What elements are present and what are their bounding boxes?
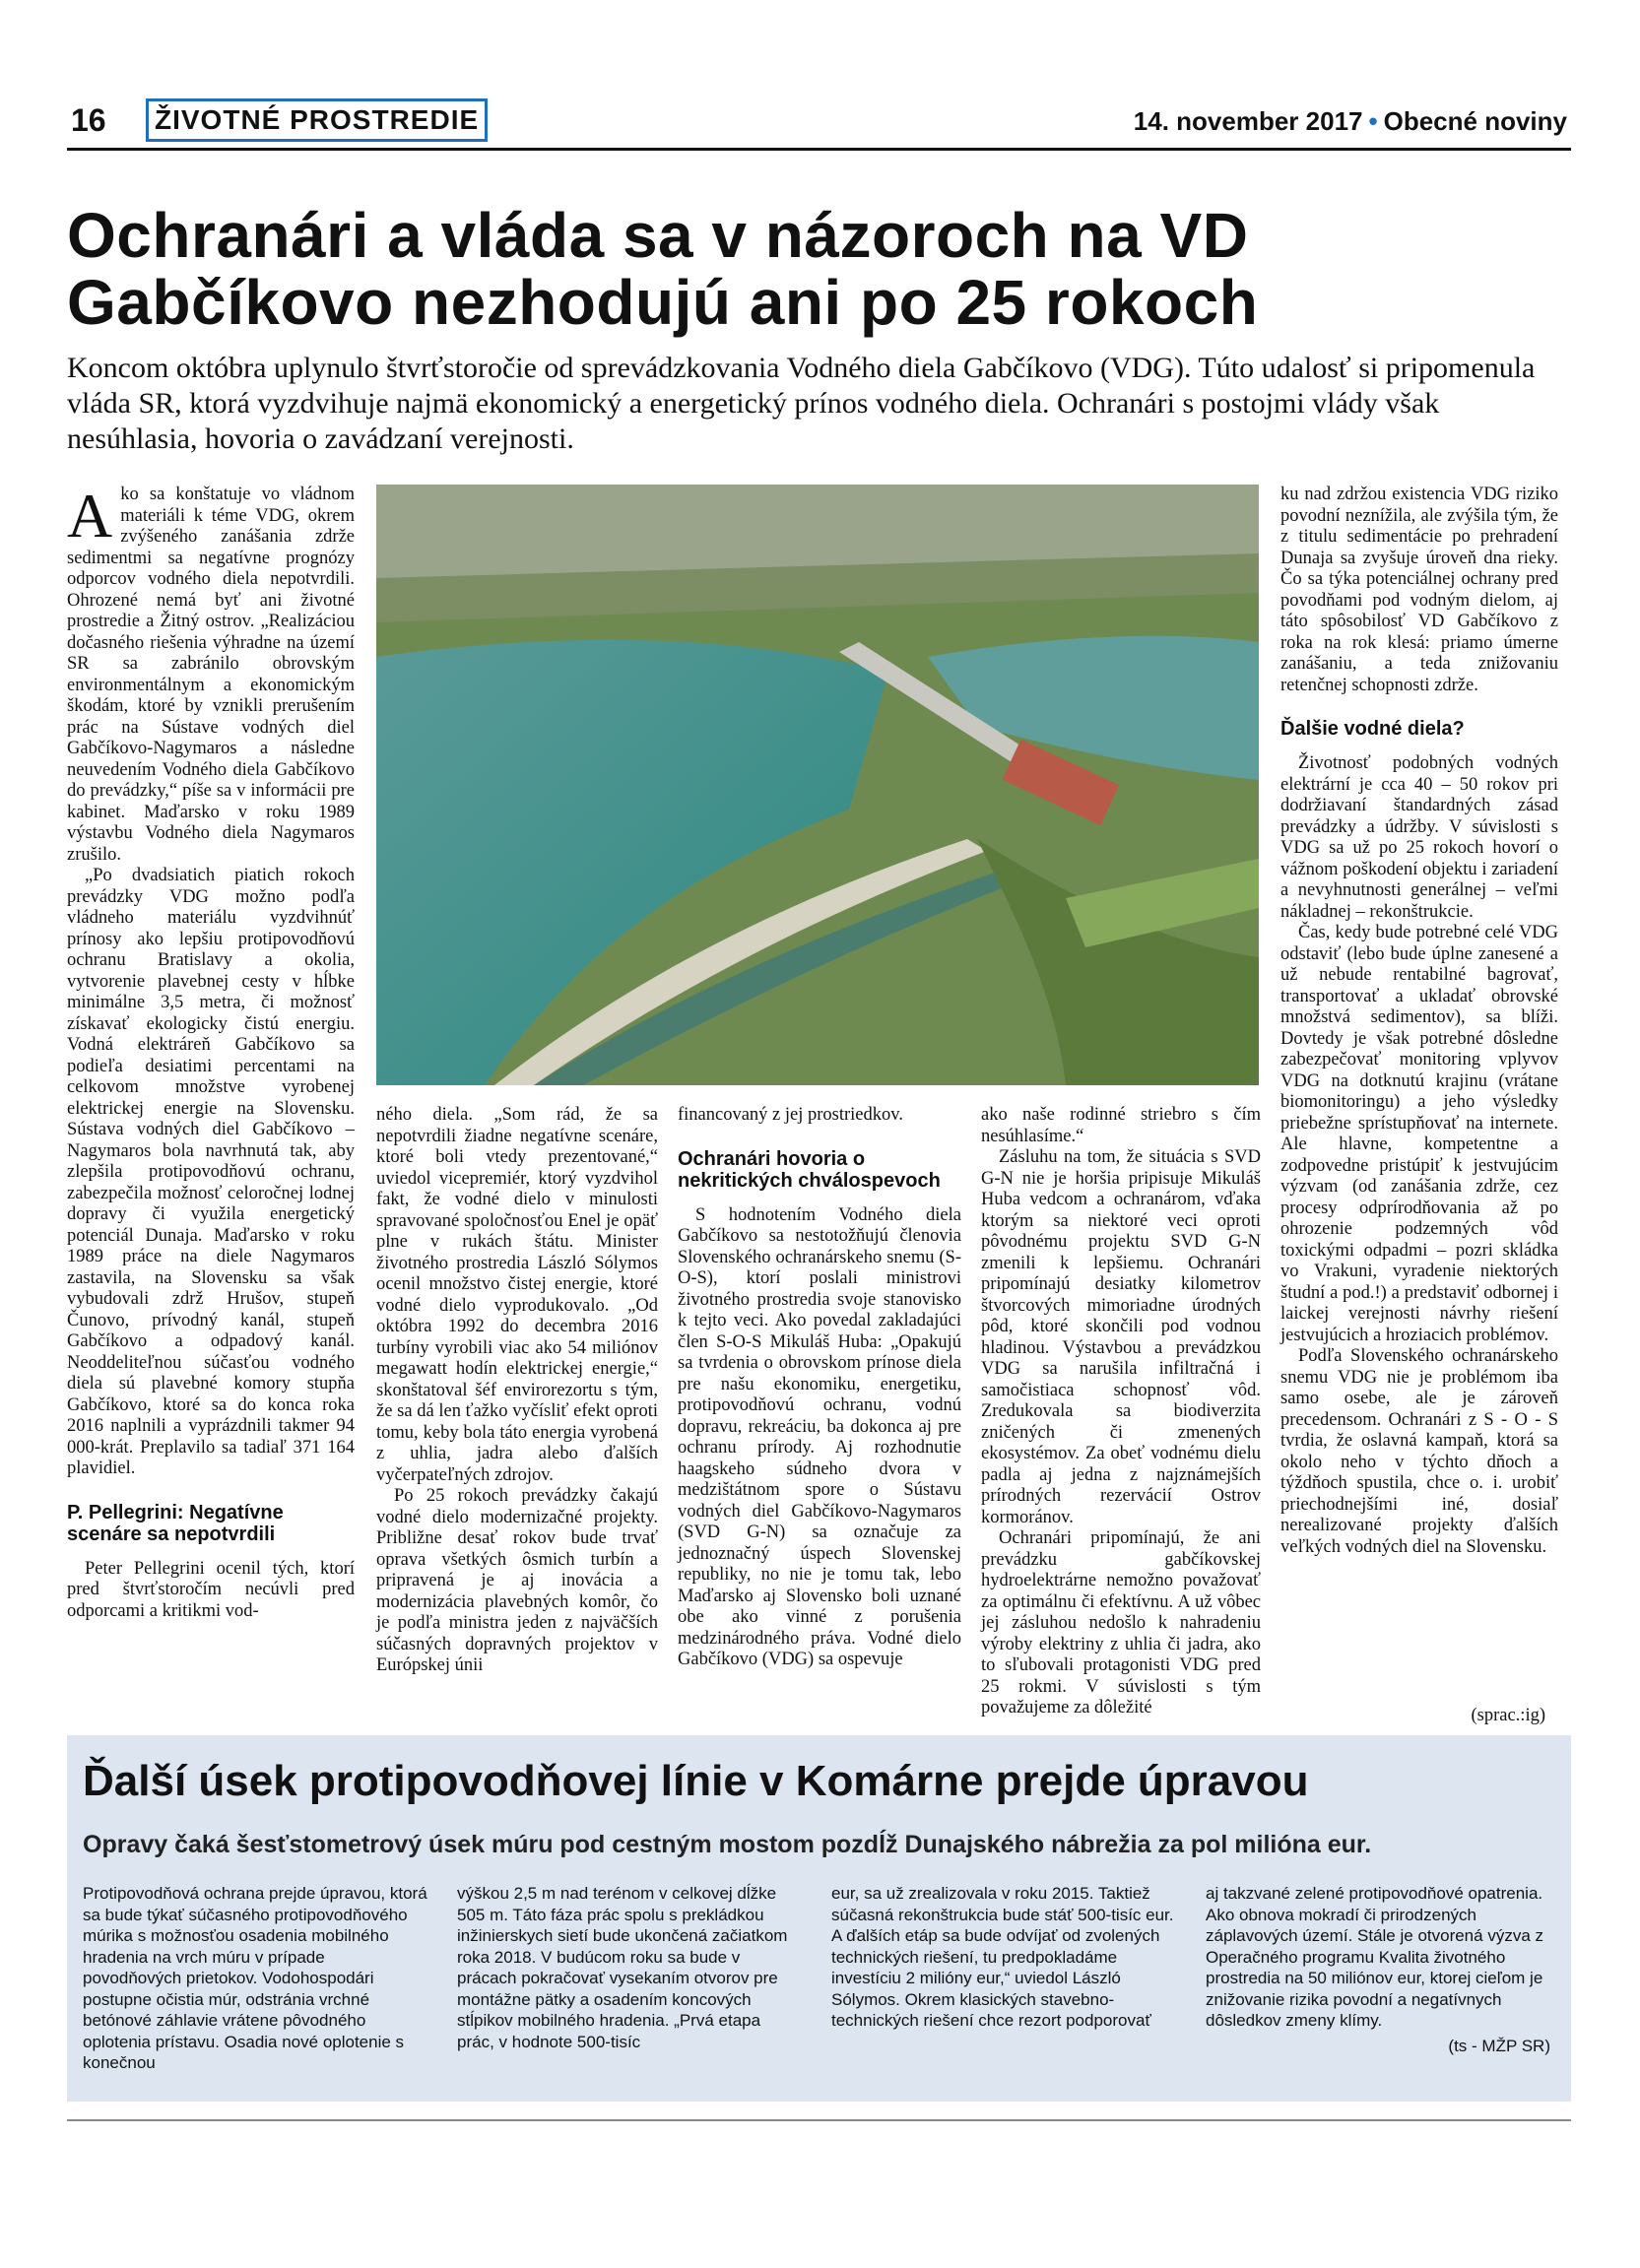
subheading: P. Pellegrini: Negatívne scenáre sa nepotvrdili bbox=[67, 1501, 284, 1545]
box-column-1: Protipovodňová ochrana prejde úpravou, ktorá sa bude týkať súčasného protipovodňového múrika s možnosťou osadenia mobilného hradenia na vrch múru v prípade povodňových prietokov. Vodohospodári postupne očistia múr, odstránia vrchné betónové záhlavie vrátene pôvodného oplotenia prístavu. Osadia nové oplotenie s konečnou bbox=[83, 1884, 427, 2072]
headline-line-2: Gabčíkovo nezhodujú ani po 25 rokoch bbox=[67, 267, 1259, 338]
paragraph: Zásluhu na tom, že situácia s SVD G-N nie je horšia pripisuje Mikuláš Huba vedcom a ochranárom, vďaka ktorým sa niektoré veci oproti pôvodnému projektu SVD G-N zmenili k lepšiemu. Ochranári pripomínajú desiatky kilometrov štvorcových mimoriadne úrodných pôd, ktoré skončili pod vodnou hladinou. Výstavbou a prevádzkou VDG sa narušila infiltračná i samočistiaca schopnosť vôd. Zredukovala sa biodiverzita zničených či zmenených ekosystémov. Za obeť vodnému dielu padla aj jedna z najznámejších prírodných rezervácií Ostrov kormoránov. bbox=[981, 1147, 1261, 1527]
paragraph: S hodnotením Vodného diela Gabčíkovo sa nestotožňujú členovia Slovenského ochranárskeho snemu (S-O-S), ktorí poslali ministrovi životného prostredia svoje stanovisko k tejto veci. Ako povedal zakladajúci člen S-O-S Mikuláš Huba: „Opakujú sa tvrdenia o obrovskom prínose diela pre našu ekonomiku, energetiku, protipovodňovú ochranu, vodnú dopravu, rekreáciu, ba dokonca aj pre ochranu prírody. Aj rozhodnutie haagskeho súdneho dvora v medzištátnom spore o Sústavu vodných diel Gabčíkovo-Nagymaros (SVD G-N) sa označuje za jednoznačný úspech Slovenskej republiky, no nie je tomu tak, lebo Maďarsko aj Slovensko boli uznané obe ako vinné z porušenia medzinárodného práva. Vodné dielo Gabčíkovo (VDG) sa ospevuje bbox=[678, 1204, 961, 1669]
article-column-1 bbox=[67, 481, 355, 1622]
separator-dot: • bbox=[1368, 106, 1378, 136]
article-headline bbox=[67, 202, 1571, 336]
subheading: Ochranári hovoria o nekritických chválospevoch bbox=[678, 1147, 941, 1192]
paragraph: „Po dvadsiatich piatich rokoch prevádzky VDG možno podľa vládneho materiálu vyzdvihnúť prínosy ako lepšiu protipovodňovú ochranu Bratislavy a okolia, vytvorenie plavebnej cesty v hĺbke minimálne 3,5 metra, či možnosť získavať ekologicky čistú energiu. Vodná elektráreň Gabčíkovo sa podieľa desiatimi percentami na celkovom množstve vyrobenej elektrickej energie na Slovensku. Sústava vodných diel Gabčíkovo – Nagymaros bola navrhnutá tak, aby zlepšila protipovodňovú ochranu, zabezpečila možnosť celoročnej lodnej dopravy či využila energetický potenciál Dunaja. Maďarsko v roku 1989 práce na diele Nagymaros zastavila, na Slovensku sa však vybudovali zdrž Hrušov, stupeň Čunovo, prívodný kanál, stupeň Gabčíkovo a odpadový kanál. Neoddeliteľnou súčasťou vodného diela sú plavebné komory stupňa Gabčíkovo, ktoré sa do konca roka 2016 naplnili a vyprázdnili takmer 94 000-krát. Preplavilo sa tadiaľ 371 164 plavidiel. bbox=[67, 866, 355, 1478]
newspaper-name: Obecné noviny bbox=[1383, 106, 1567, 136]
page-number: 16 bbox=[71, 102, 106, 138]
paragraph: ku nad zdržou existencia VDG riziko povodní neznížila, ale zvýšila tým, že z titulu sedimentácie po prehradení Dunaja sa zvyšuje úroveň dna rieky. Čo sa týka potenciálnej ochrany pred povodňami pod vodným dielom, aj táto spôsobilosť VD Gabčíkovo z roka na rok klesá: priamo úmerne zanášaniu, a teda znižovaniu retenčnej schopnosti zdrže. bbox=[1280, 485, 1558, 695]
secondary-article-box bbox=[67, 1735, 1571, 2102]
section-tag: ŽIVOTNÉ PROSTREDIE bbox=[146, 98, 488, 142]
article-column-3 bbox=[678, 1105, 961, 1671]
secondary-headline: Ďalší úsek protipovodňovej línie v Komárne prejde úpravou bbox=[83, 1757, 1309, 1805]
page-header bbox=[67, 98, 1571, 150]
paragraph: Čas, kedy bude potrebné celé VDG odstaviť (lebo bude úplne zanesené a už nebude rentabilné bagrovať, transportovať a ukladať obrovské množstvá sedimentov), sa blíži. Dovtedy je však potrebné dôsledne zabezpečovať monitoring vplyvov VDG na dotknutú krajinu (vrátane biomonitoringu) a jeho výsledky priebežne sprístupňovať na internete. Ale hlavne, kompetentne a zodpovedne pristúpiť k jestvujúcim výzvam (od zanášania zdrže, cez procesy odprírodňovania až po ohrozenie podzemných vôd toxickými odpadmi – pozri skládka vo Vrakuni, vyradenie niektorých študní a pod.!) a predstaviť odbornej i laickej verejnosti návrhy riešení jestvujúcich a hroziacich problémov. bbox=[1280, 923, 1558, 1345]
paragraph: Ako sa konštatuje vo vládnom materiáli k téme VDG, okrem zvýšeného zanášania zdrže sedimentmi sa negatívne prognózy odporcov vodného diela nepotvrdili. Ohrozené nemá byť ani životné prostredie a Žitný ostrov. „Realizáciou dočasného riešenia výhradne na území SR sa zabránilo obrovským environmentálnym a ekonomickým škodám, ktoré by vznikli prerušením prác na Sústave vodných diel Gabčíkovo-Nagymaros a následne neuvedením Vodného diela Gabčíkovo do prevádzky,“ píše sa v informácii pre kabinet. Maďarsko v roku 1989 výstavbu Vodného diela Nagymaros zrušilo. bbox=[67, 481, 355, 865]
paragraph: Podľa Slovenského ochranárskeho snemu VDG nie je problémom iba samo osebe, ale je zároveň precedensom. Ochranári z S - O - S tvrdia, že oslavná kampaň, ktorá sa okolo neho v týchto dňoch a týždňoch spustila, chce o. i. urobiť priechodnejšími iné, dosiaľ nerealizované projekty ďalších veľkých vodných diel na Slovensku. bbox=[1280, 1346, 1558, 1557]
drop-cap: A bbox=[67, 481, 113, 551]
box-column-4: aj takzvané zelené protipovodňové opatrenia. Ako obnova mokradí či prirodzených záplavových území. Stále je otvorená výzva z Operačného programu Kvalita životného prostredia na 50 miliónov eur, ktorej cieľom je znižovanie rizika povodní a negatívnych dôsledkov zmeny klímy. (ts - MŽP SR) bbox=[1206, 1884, 1550, 2055]
article-column-5 bbox=[1280, 485, 1558, 1558]
article-lead: Koncom októbra uplynulo štvrťstoročie od sprevádzkovania Vodného diela Gabčíkovo (VDG). Túto udalosť si pripomenula vláda SR, ktorá vyzdvihuje najmä ekonomický a energetický prínos vodného diela. Ochranári s postojmi vlády však nesúhlasia, hovoria o zavádzaní verejnosti. bbox=[67, 352, 1536, 455]
aerial-photo-image bbox=[376, 485, 1259, 1085]
article-column-2 bbox=[376, 1105, 658, 1677]
paragraph: Peter Pellegrini ocenil tých, ktorí pred štvrťstoročím necúvli pred odporcami a kritikmi vod- bbox=[67, 1558, 355, 1621]
box-credit: (ts - MŽP SR) bbox=[1448, 2036, 1550, 2055]
issue-date: 14. november 2017 bbox=[1133, 106, 1363, 136]
box-column-3: eur, sa už zrealizovala v roku 2015. Taktiež súčasná rekonštrukcia bude stáť 500-tisíc eur. A ďalších etáp sa bude odvíjať od zvolených technických riešení, tu predpokladáme investíciu 2 milióny eur,“ uviedol László Sólymos. Okrem klasických stavebno-technických riešení chce rezort podporovať bbox=[831, 1884, 1174, 2030]
paragraph: ného diela. „Som rád, že sa nepotvrdili žiadne negatívne scenáre, ktoré boli vtedy prezentované,“ uviedol vicepremiér, ktorý vyzdvihol fakt, že vodné dielo v minulosti spravované spoločnosťou Enel je opäť plne v rukách štátu. Minister životného prostredia László Sólymos ocenil množstvo čistej energie, ktoré vodné dielo vyprodukovalo. „Od októbra 1992 do decembra 2016 turbíny vyrobili viac ako 54 miliónov megawatt hodín elektrickej energie,“ skonštatoval šéf envirorezortu s tým, že sa dá len ťažko vyčísliť efekt oproti tomu, keby bola táto energia vyrobená z uhlia, jadra alebo ďalších vyčerpateľných zdrojov. bbox=[376, 1105, 658, 1485]
header-rule bbox=[67, 148, 1571, 151]
secondary-subhead: Opravy čaká šesťstometrový úsek múru pod cestným mostom pozdĺž Dunajského nábrežia za pol milióna eur. bbox=[83, 1831, 1372, 1858]
headline-line-1: Ochranári a vláda sa v názoroch na VD bbox=[67, 200, 1249, 271]
article-column-4 bbox=[981, 1105, 1261, 1719]
paragraph: Ochranári pripomínajú, že ani prevádzku gabčíkovskej hydroelektrárne nemožno považovať za optimálnu či efektívnu. A už vôbec jej zásluhou nedošlo k nahradeniu výroby elektriny z uhlia či jadra, ako to sľubovali protagonisti VDG pred 25 rokmi. V súvislosti s tým považujeme za dôležité bbox=[981, 1528, 1261, 1717]
issue-info bbox=[1134, 106, 1567, 137]
subheading: Ďalšie vodné diela? bbox=[1280, 718, 1465, 740]
box-column-2: výškou 2,5 m nad terénom v celkovej dĺžke 505 m. Táto fáza prác spolu s prekládkou inžinierskych sietí bude ukončená začiatkom roka 2018. V budúcom roku sa bude v prácach pokračovať vysekaním otvorov pre montážne pätky a osadením koncových stĺpikov mobilného hradenia. „Prvá etapa prác, v hodnote 500-tisíc bbox=[457, 1884, 788, 2051]
paragraph: ako naše rodinné striebro s čím nesúhlasíme.“ bbox=[981, 1105, 1261, 1146]
article-credit: (sprac.:ig) bbox=[1471, 1706, 1545, 1725]
article-photo bbox=[376, 485, 1259, 1085]
bottom-rule bbox=[67, 2119, 1571, 2121]
paragraph: Životnosť podobných vodných elektrární je cca 40 – 50 rokov pri dodržiavaní štandardných zásad prevádzky a údržby. V súvislosti s VDG sa už po 25 rokoch hovorí o vážnom poškodení objektu i zariadení a nevyhnutnosti generálnej – veľmi nákladnej – rekonštrukcie. bbox=[1280, 753, 1558, 922]
paragraph: Po 25 rokoch prevádzky čakajú vodné dielo modernizačné projekty. Približne desať rokov bude trvať oprava všetkých ôsmich turbín a pripravená je aj inovácia a modernizácia plavebných komôr, čo je podľa ministra jeden z najväčších súčasných dopravných projektov v Európskej únii bbox=[376, 1486, 658, 1675]
paragraph: financovaný z jej prostriedkov. bbox=[678, 1105, 903, 1125]
